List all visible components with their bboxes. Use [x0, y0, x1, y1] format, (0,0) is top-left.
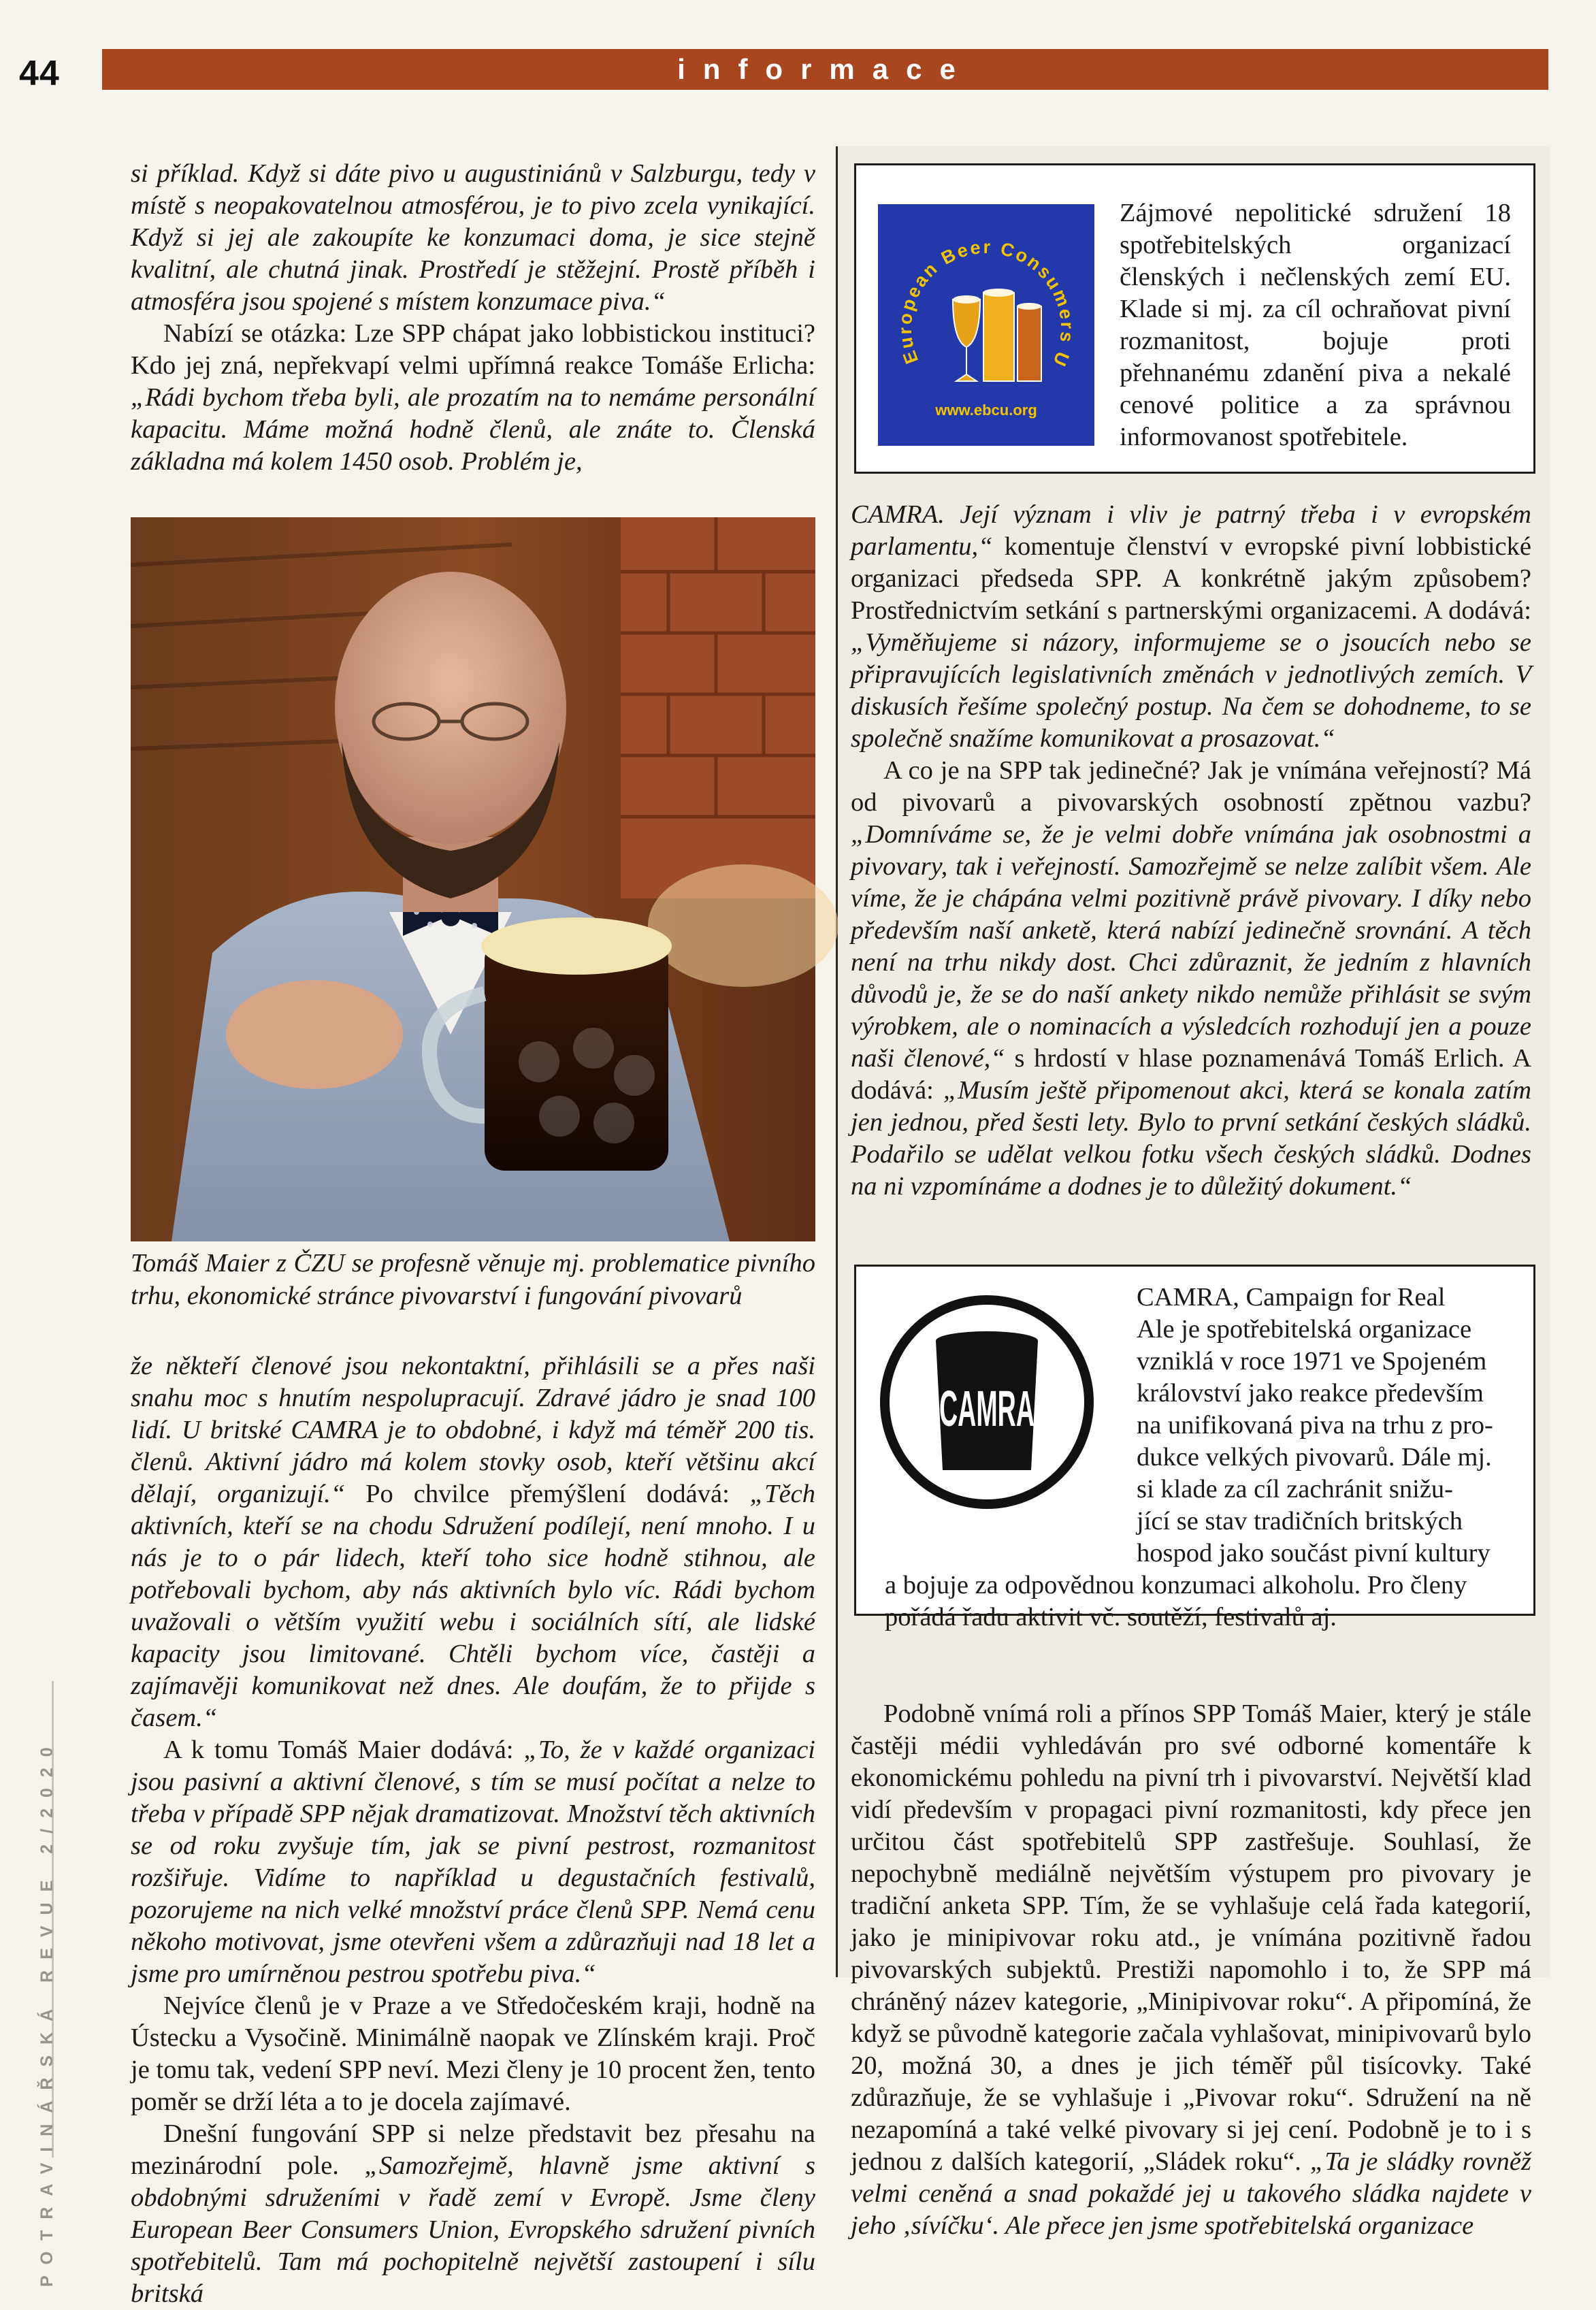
- quote-text: „Samozřejmě, hlavně jsme aktivní s obdobnými sdruženími v řadě zemí v Evropě. Jsme členy European Beer Consumers Union, Evropského sdružení pivních spotřebitelů. Tam má pochopitelně největší zastoupení i sílu britská: [131, 2151, 815, 2308]
- camra-line: jící se stav tradičních britských: [1137, 1507, 1463, 1535]
- camra-line: Ale je spotřebitelská organizace: [1137, 1315, 1472, 1344]
- camra-line: království jako reakce především: [1137, 1379, 1484, 1408]
- quote-text: „Těch aktivních, kteří se na chodu Sdružení podílejí, není mnoho. I u nás je to o pár lidech, kteří toho sice hodně stihnou, ale potřebovali bychom, aby nás aktivních bylo víc. Rádi bychom uvažovali o větším využití webu i sociálních sítí, ale lidské kapacity jsou limitované. Chtěli bychom více, častěji a zajímavěji komunikovat než dnes. Ale doufám, že to přijde s časem.“: [131, 1480, 816, 1732]
- section-header-bar: [102, 49, 1548, 90]
- quote-text: „Vyměňujeme si názory, informujeme se o jsoucích nebo se připravujících legislativních změnách v jednotlivých zemích. V diskusích řešíme společný postup. Na čem se dohodneme, to se společně snažíme komunikovat a prosazovat.“: [851, 628, 1531, 753]
- ebcu-url: www.ebcu.org: [935, 402, 1037, 419]
- paragraph: [851, 499, 1531, 755]
- quote-text: „Domníváme se, že je velmi dobře vnímána jak osobnostmi a pivovary, tak i veřejností. Samozřejmě se nelze zalíbit všem. Ale víme, že je chápána velmi pozitivně právě pivovary. I díky nebo především naší anketě, která nabízí jedinečně srovnání. A těch není na trhu nikdy dost. Chci zdůraznit, že jedním z hlavních důvodů je, že se do naší ankety nikdo nemůže přihlásit se svým výrobkem, ale o nominacích a výsledcích rozhodují jen a pouze naši členové,“: [851, 820, 1531, 1073]
- camra-line: vzniklá v roce 1971 ve Spojeném: [1137, 1347, 1487, 1376]
- paragraph: Nejvíce členů je v Praze a ve Středočeském kraji, hodně na Ústecku a Vysočině. Minimálně naopak ve Zlínském kraji. Proč je tomu tak, vedení SPP neví. Mezi členy je 10 procent žen, tento poměr se drží léta a to je docela zajímavé.: [131, 1991, 815, 2116]
- quote-text: CAMRA. Její význam i vliv je patrný třeba i v evropském parlamentu,“: [851, 500, 1531, 561]
- quote-text: „Musím ještě připomenout akci, která se konala zatím jen jednou, před šesti lety. Bylo to první setkání českých sládků. Podařilo se udělat velkou fotku všech českých sládků. Dodnes na ni vzpomínáme a dodnes je to důležitý dokument.“: [851, 1076, 1531, 1201]
- camra-logo-text: CAMRA: [939, 1380, 1035, 1437]
- camra-line: dukce velkých pivovarů. Dále mj.: [1137, 1443, 1492, 1471]
- left-bottom-text: [131, 1350, 815, 2310]
- camra-line: si klade za cíl zachránit snižu-: [1137, 1475, 1453, 1503]
- page-number: 44: [19, 54, 60, 93]
- body-text: A co je na SPP tak jedinečné? Jak je vnímána veřejností? Má od pivovarů a pivovarských osobností zpětnou vazbu?: [851, 756, 1531, 817]
- camra-description: [885, 1282, 1511, 1633]
- body-text: komentuje členství v evropské pivní lobbistické organizaci předseda SPP. A konkrétně jakým způsobem? Prostřednictvím setkání s partnerskými organizacemi. A dodává:: [851, 532, 1531, 625]
- body-text: s hrdostí v hlase poznamenává Tomáš Erlich. A dodává:: [851, 1044, 1532, 1105]
- right-top-text: [851, 499, 1531, 1203]
- body-text: A k tomu Tomáš Maier dodává:: [163, 1736, 524, 1764]
- quote-text: „To, že v každé organizaci jsou pasivní a aktivní členové, s tím se musí počítat a nelze to třeba v případě SPP nějak dramatizovat. Množství těch aktivních se od roku zvyšuje tím, jak se pivní pestrost, rozmanitost rozšiřuje. Vidíme to například u degustačních festivalů, pozorujeme na nich velké množství práce členů SPP. Nemá cenu někoho motivovat, jsme otevřeni všem a zdůrazňuji nad 18 let a jsme pro umírněnou pestrou spotřebu piva.“: [131, 1736, 815, 1988]
- camra-line: na unifikovaná piva na trhu z pro-: [1137, 1411, 1493, 1439]
- photo-caption: Tomáš Maier z ČZU se profesně věnuje mj. problematice pivního trhu, ekonomické stránce pivovarství i fungování pivovarů: [131, 1249, 815, 1310]
- paragraph: [131, 1734, 815, 1990]
- paragraph: [131, 1350, 815, 1734]
- paragraph: [851, 755, 1531, 1203]
- body-text: Podobně vnímá roli a přínos SPP Tomáš Maier, který je stále častěji médii vyhledáván pro své odborné komentáře k ekonomickému pohledu na pivní trh i pivovarství. Největší klad vidí především v propagaci pivní rozmanitosti, kdy přece jen určitou část spotřebitelů SPP zastřešuje. Souhlasí, že nepochybně mediálně největším výstupem pro pivovary je tradiční anketa SPP. Tím, že se vyhlašuje celá řada kategorií, jako je minipivovar roku atd., je vnímána pozitivně řadou pivovarských subjektů. Prestiži napomohlo i to, že SPP má chráněný název kategorie, „Minipivovar roku“. A připomíná, že když se původně kategorie začala vyhlašovat, minipivovarů bylo 20, možná 30, a dnes je jich téměř půl tisícovky. Také zdůrazňuje, že se vyhlašuje i „Pivovar roku“. Sdružení na ně nezapomíná a také velké pivovary si jej cení. Podobně je to i s jednou z dalších kategorií, „Sládek roku“.: [851, 1699, 1531, 2176]
- paragraph: [131, 2118, 815, 2310]
- quote-text: si příklad. Když si dáte pivo u augustiniánů v Salzburgu, tedy v místě s neopakovatelnou atmosférou, je to pivo zcela vynikající. Když si jej ale zakoupíte ke konzumaci doma, je sice stejně kvalitní, ale chutná jinak. Prostředí je stěžejní. Prostě příběh i atmosféra jsou spojené s místem konzumace piva.“: [131, 159, 815, 316]
- ebcu-logo: [878, 204, 1094, 446]
- camra-line: pořádá řadu aktivit vč. soutěží, festivalů aj.: [885, 1603, 1337, 1631]
- body-text: Po chvilce přemýšlení dodává:: [345, 1480, 750, 1508]
- right-bottom-text: [851, 1698, 1531, 2242]
- camra-line: CAMRA, Campaign for Real: [1137, 1283, 1446, 1312]
- quote-text: že někteří členové jsou nekontaktní, přihlásili se a přes naši snahu moc s hnutím nespolupracují. Zdravé jádro je snad 100 lidí. U britské CAMRA je to obdobné, i když má téměř 200 tis. členů. Aktivní jádro má kolem stovky osob, kteří většinu akcí dělají, organizují.“: [131, 1352, 815, 1508]
- body-text: Dnešní fungování SPP si nelze představit bez přesahu na mezinárodní pole.: [131, 2119, 815, 2180]
- camra-line: hospod jako součást pivní kultury: [1137, 1539, 1491, 1567]
- quote-text: „Ta je sládky rovněž velmi ceněná a snad pokaždé jej u takového sládka najdete v jeho ‚sívíčku‘. Ale přece jen jsme spotřebitelská organizace: [851, 2147, 1531, 2240]
- ebcu-description: Zájmové nepolitické sdružení 18 spotřebitelských organizací členských i nečlenských zemí EU. Klade si mj. za cíl ochraňovat pivní rozmanitost, bojuje proti přehnanému zdanění piva a nekalé cenové politice a za správnou informovanost spotřebitele.: [1120, 199, 1511, 451]
- section-title: informace: [677, 53, 973, 85]
- photo-illustration: [131, 517, 815, 1241]
- magazine-issue-label: POTRAVINÁŘSKÁ REVUE 2/2020: [37, 1736, 56, 2287]
- paragraph: [851, 1698, 1531, 2242]
- paragraph: [131, 158, 815, 318]
- paragraph: [131, 318, 815, 478]
- svg-text:European Beer Consumers Union: [878, 204, 1077, 371]
- camra-line: a bojuje za odpovědnou konzumaci alkoholu. Pro členy: [885, 1571, 1467, 1599]
- portrait-photo: [131, 517, 815, 1241]
- ebcu-logo-text: European Beer Consumers U: [894, 236, 1078, 371]
- quote-text: „Rádi bychom třeba byli, ale prozatím na to nemáme personální kapacitu. Máme možná hodně členů, ale znáte to. Členská základna má kolem 1450 osob. Problém je,: [131, 383, 815, 476]
- body-text: Nabízí se otázka: Lze SPP chápat jako lobbistickou instituci? Kdo jej zná, nepřekvapí velmi upřímná reakce Tomáše Erlicha:: [131, 319, 815, 380]
- left-top-text: [131, 158, 815, 478]
- ebcu-logo-graphic: [878, 204, 1094, 446]
